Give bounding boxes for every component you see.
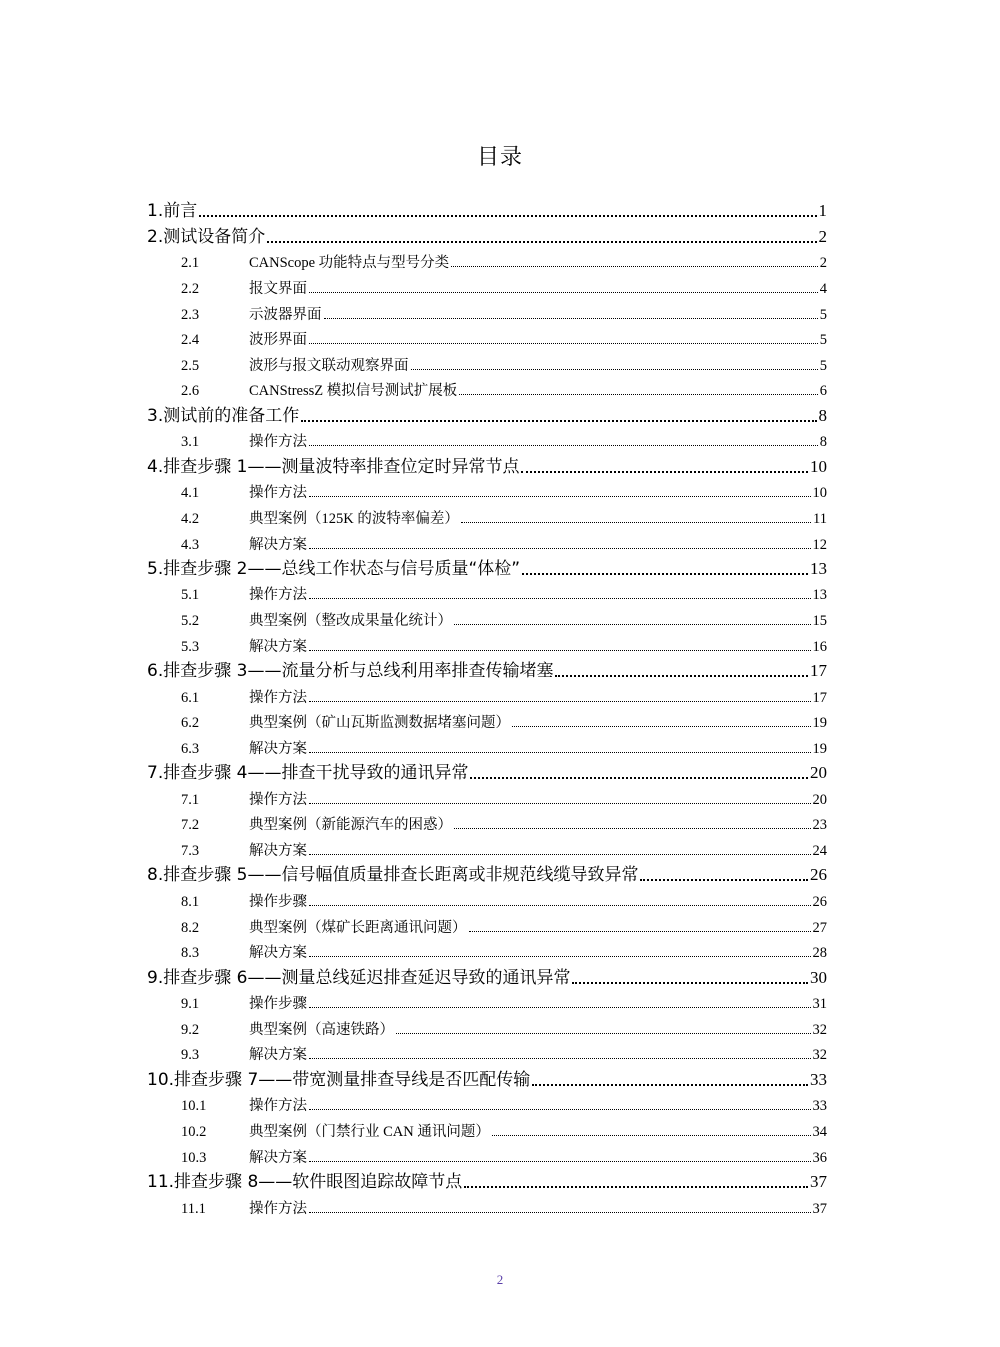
toc-entry-label: 解决方案 bbox=[249, 740, 307, 757]
toc-entry-label: 11.排查步骤 8——软件眼图追踪故障节点 bbox=[147, 1171, 463, 1192]
toc-section-entry[interactable] bbox=[147, 324, 827, 350]
toc-entry-label: 示波器界面 bbox=[249, 306, 322, 323]
toc-page-number: 36 bbox=[812, 1149, 827, 1166]
dot-leader bbox=[309, 538, 811, 549]
toc-section-entry[interactable] bbox=[147, 681, 827, 707]
dot-leader bbox=[199, 205, 816, 217]
dot-leader bbox=[309, 997, 811, 1008]
toc-section-entry[interactable] bbox=[147, 426, 827, 452]
toc-entry-label: 解决方案 bbox=[249, 1047, 307, 1064]
toc-entry-title bbox=[181, 354, 409, 375]
toc-entry-label: 典型案例（125K 的波特率偏差） bbox=[249, 510, 459, 527]
toc-entry-title bbox=[181, 277, 307, 298]
dot-leader bbox=[309, 486, 811, 497]
toc-entry-title bbox=[181, 303, 322, 324]
toc-page-number: 26 bbox=[810, 865, 827, 885]
toc-entry-label: 解决方案 bbox=[249, 945, 307, 962]
toc-entry-label: 解决方案 bbox=[249, 536, 307, 553]
toc-entry-label: 解决方案 bbox=[249, 843, 307, 860]
toc-entry-label: 波形界面 bbox=[249, 332, 307, 349]
toc-entry-title bbox=[181, 686, 307, 707]
toc-page-number: 19 bbox=[812, 715, 827, 732]
dot-leader bbox=[555, 665, 808, 677]
toc-section-entry[interactable] bbox=[147, 247, 827, 273]
toc-entry-label: 典型案例（矿山瓦斯监测数据堵塞问题） bbox=[249, 715, 510, 732]
toc-entry-label: 3.测试前的准备工作 bbox=[147, 405, 300, 426]
toc-page-number: 17 bbox=[810, 661, 827, 681]
toc-entry-label: 操作方法 bbox=[249, 1200, 307, 1217]
toc-entry-title bbox=[147, 401, 299, 426]
dot-leader bbox=[454, 614, 811, 625]
toc-section-number: 6.3 bbox=[181, 740, 200, 757]
toc-entry-label: 操作方法 bbox=[249, 1098, 307, 1115]
toc-section-entry[interactable] bbox=[147, 783, 827, 809]
table-of-contents bbox=[147, 196, 827, 1218]
toc-entry-title bbox=[181, 737, 307, 758]
toc-chapter-entry[interactable] bbox=[147, 860, 827, 885]
toc-entry-title bbox=[147, 656, 553, 681]
toc-entry-label: 操作方法 bbox=[249, 485, 307, 502]
toc-page-number: 4 bbox=[819, 280, 827, 297]
toc-entry-title bbox=[181, 251, 449, 272]
toc-entry-label: 操作方法 bbox=[249, 434, 307, 451]
toc-page-number: 33 bbox=[810, 1069, 827, 1089]
dot-leader bbox=[451, 256, 818, 267]
toc-chapter-entry[interactable] bbox=[147, 451, 827, 476]
toc-section-number: 6.1 bbox=[181, 689, 200, 706]
toc-section-number: 2.4 bbox=[181, 332, 200, 349]
toc-entry-label: 10.排查步骤 7——带宽测量排查导线是否匹配传输 bbox=[147, 1069, 531, 1090]
toc-section-number: 10.1 bbox=[181, 1098, 207, 1115]
toc-entry-label: 4.排查步骤 1——测量波特率排查位定时异常节点 bbox=[147, 456, 520, 477]
toc-entry-label: 典型案例（门禁行业 CAN 通讯问题） bbox=[249, 1123, 490, 1140]
dot-leader bbox=[309, 588, 811, 599]
toc-page-number: 13 bbox=[810, 558, 827, 578]
dot-leader bbox=[492, 1125, 811, 1136]
toc-page-number: 32 bbox=[812, 1047, 827, 1064]
toc-section-entry[interactable] bbox=[147, 502, 827, 528]
dot-leader bbox=[309, 282, 818, 293]
toc-entry-label: CANScope 功能特点与型号分类 bbox=[249, 255, 450, 272]
toc-entry-title bbox=[181, 533, 307, 554]
toc-entry-label: 9.排查步骤 6——测量总线延迟排查延迟导致的通讯异常 bbox=[147, 967, 571, 988]
toc-page-number: 23 bbox=[812, 817, 827, 834]
toc-section-entry[interactable] bbox=[147, 1115, 827, 1141]
toc-section-number: 10.3 bbox=[181, 1149, 207, 1166]
toc-page-number: 5 bbox=[819, 332, 827, 349]
toc-page-number: 2 bbox=[819, 255, 827, 272]
toc-section-entry[interactable] bbox=[147, 732, 827, 758]
toc-section-entry[interactable] bbox=[147, 1141, 827, 1167]
toc-section-entry[interactable] bbox=[147, 1039, 827, 1065]
toc-section-number: 10.2 bbox=[181, 1123, 207, 1140]
toc-entry-title bbox=[181, 635, 307, 656]
page-number: 2 bbox=[496, 1272, 504, 1287]
toc-entry-title bbox=[181, 1018, 394, 1039]
toc-entry-title bbox=[147, 222, 265, 247]
toc-entry-title bbox=[181, 583, 307, 604]
toc-entry-title bbox=[181, 1146, 307, 1167]
toc-section-number: 7.3 bbox=[181, 843, 200, 860]
toc-page-number: 28 bbox=[812, 945, 827, 962]
toc-section-number: 8.2 bbox=[181, 919, 200, 936]
toc-section-entry[interactable] bbox=[147, 885, 827, 911]
toc-page-number: 33 bbox=[812, 1098, 827, 1115]
toc-section-number: 5.3 bbox=[181, 638, 200, 655]
toc-section-entry[interactable] bbox=[147, 604, 827, 630]
dot-leader bbox=[309, 793, 811, 804]
toc-section-number: 4.2 bbox=[181, 510, 200, 527]
toc-entry-label: 操作方法 bbox=[249, 791, 307, 808]
dot-leader bbox=[396, 1023, 811, 1034]
toc-chapter-entry[interactable] bbox=[147, 221, 827, 246]
toc-section-number: 2.3 bbox=[181, 306, 200, 323]
toc-page-number: 37 bbox=[810, 1171, 827, 1191]
toc-entry-title bbox=[181, 1197, 307, 1218]
toc-entry-title bbox=[181, 839, 307, 860]
toc-entry-label: 操作方法 bbox=[249, 689, 307, 706]
toc-page-number: 19 bbox=[812, 740, 827, 757]
toc-section-entry[interactable] bbox=[147, 988, 827, 1014]
toc-page-number: 5 bbox=[819, 357, 827, 374]
toc-entry-title bbox=[147, 554, 520, 579]
toc-entry-label: 2.测试设备简介 bbox=[147, 226, 266, 247]
toc-chapter-entry[interactable] bbox=[147, 656, 827, 681]
toc-section-entry[interactable] bbox=[147, 1013, 827, 1039]
toc-section-entry[interactable] bbox=[147, 579, 827, 605]
toc-page-number: 20 bbox=[810, 763, 827, 783]
toc-entry-title bbox=[181, 1120, 490, 1141]
dot-leader bbox=[309, 844, 811, 855]
toc-page-number: 8 bbox=[819, 434, 827, 451]
toc-section-number: 7.2 bbox=[181, 817, 200, 834]
toc-page-number: 12 bbox=[812, 536, 827, 553]
dot-leader bbox=[459, 384, 818, 395]
toc-page-number: 8 bbox=[818, 405, 827, 425]
dot-leader bbox=[267, 231, 816, 243]
toc-section-number: 2.6 bbox=[181, 383, 200, 400]
dot-leader bbox=[309, 1202, 811, 1213]
toc-chapter-entry[interactable] bbox=[147, 1064, 827, 1089]
toc-entry-label: 典型案例（整改成果量化统计） bbox=[249, 613, 452, 630]
toc-page-number: 11 bbox=[813, 510, 827, 527]
toc-entry-title bbox=[181, 941, 307, 962]
toc-section-entry[interactable] bbox=[147, 375, 827, 401]
toc-page-number: 27 bbox=[812, 919, 827, 936]
toc-entry-label: 操作步骤 bbox=[249, 894, 307, 910]
toc-section-number: 9.3 bbox=[181, 1047, 200, 1064]
dot-leader bbox=[640, 869, 808, 881]
toc-entry-label: 报文界面 bbox=[249, 280, 307, 297]
toc-section-number: 2.1 bbox=[181, 255, 200, 272]
toc-entry-label: 波形与报文联动观察界面 bbox=[249, 357, 409, 374]
dot-leader bbox=[411, 359, 818, 370]
toc-entry-title bbox=[181, 711, 510, 732]
dot-leader bbox=[309, 1151, 811, 1162]
toc-page-number: 30 bbox=[810, 967, 827, 987]
toc-entry-title bbox=[181, 916, 467, 937]
toc-page-number: 17 bbox=[812, 689, 827, 706]
dot-leader bbox=[522, 563, 808, 575]
toc-section-number: 7.1 bbox=[181, 791, 200, 808]
toc-section-entry[interactable] bbox=[147, 1090, 827, 1116]
dot-leader bbox=[301, 410, 816, 422]
toc-entry-label: 典型案例（煤矿长距离通讯问题） bbox=[249, 919, 467, 936]
page-title: 目录 bbox=[476, 145, 523, 170]
toc-section-number: 6.2 bbox=[181, 715, 200, 732]
toc-page-number: 16 bbox=[812, 638, 827, 655]
toc-section-number: 5.2 bbox=[181, 613, 200, 630]
toc-entry-title bbox=[147, 1167, 462, 1192]
dot-leader bbox=[532, 1074, 808, 1086]
dot-leader bbox=[309, 742, 811, 753]
toc-page-number: 37 bbox=[812, 1200, 827, 1217]
toc-section-number: 4.1 bbox=[181, 485, 200, 502]
toc-chapter-entry[interactable] bbox=[147, 1167, 827, 1192]
dot-leader bbox=[470, 767, 808, 779]
toc-entry-label: 解决方案 bbox=[249, 638, 307, 655]
toc-entry-title bbox=[147, 758, 468, 783]
toc-page-number: 32 bbox=[812, 1021, 827, 1038]
toc-entry-title bbox=[181, 992, 307, 1013]
dot-leader bbox=[309, 435, 818, 446]
dot-leader bbox=[309, 1048, 811, 1059]
toc-chapter-entry[interactable] bbox=[147, 400, 827, 425]
toc-page-number: 26 bbox=[812, 894, 827, 910]
dot-leader bbox=[464, 1176, 808, 1188]
toc-section-number: 2.2 bbox=[181, 280, 200, 297]
toc-entry-title bbox=[147, 196, 197, 221]
toc-entry-title bbox=[181, 609, 452, 630]
toc-entry-label: 解决方案 bbox=[249, 1149, 307, 1166]
toc-entry-title bbox=[147, 1065, 530, 1090]
toc-entry-label: 操作方法 bbox=[249, 587, 307, 604]
toc-section-number: 2.5 bbox=[181, 357, 200, 374]
toc-entry-title bbox=[181, 430, 307, 451]
dot-leader bbox=[469, 921, 811, 932]
toc-section-entry[interactable] bbox=[147, 1192, 827, 1218]
dot-leader bbox=[309, 1099, 811, 1110]
toc-page-number: 15 bbox=[812, 613, 827, 630]
toc-section-entry[interactable] bbox=[147, 911, 827, 937]
dot-leader bbox=[309, 640, 811, 651]
toc-entry-title bbox=[181, 481, 307, 502]
toc-entry-label: 1.前言 bbox=[147, 201, 198, 222]
toc-section-number: 9.2 bbox=[181, 1021, 200, 1038]
toc-entry-title bbox=[181, 890, 307, 911]
toc-entry-title bbox=[147, 963, 570, 988]
toc-entry-label: 操作步骤 bbox=[249, 996, 307, 1013]
toc-section-entry[interactable] bbox=[147, 707, 827, 733]
dot-leader bbox=[454, 818, 811, 829]
toc-page-number: 31 bbox=[812, 996, 827, 1013]
toc-section-number: 9.1 bbox=[181, 996, 200, 1013]
toc-section-entry[interactable] bbox=[147, 349, 827, 375]
toc-entry-title bbox=[181, 1043, 307, 1064]
toc-section-entry[interactable] bbox=[147, 834, 827, 860]
dot-leader bbox=[324, 308, 818, 319]
toc-entry-label: 5.排查步骤 2——总线工作状态与信号质量“体检” bbox=[147, 558, 521, 579]
toc-chapter-entry[interactable] bbox=[147, 554, 827, 579]
toc-entry-title bbox=[147, 452, 519, 477]
toc-entry-label: CANStressZ 模拟信号测试扩展板 bbox=[249, 383, 458, 400]
toc-section-number: 8.3 bbox=[181, 945, 200, 962]
toc-page-number: 24 bbox=[812, 843, 827, 860]
toc-entry-title bbox=[181, 1094, 307, 1115]
dot-leader bbox=[309, 333, 818, 344]
toc-page-number: 13 bbox=[812, 587, 827, 604]
toc-section-number: 8.1 bbox=[181, 894, 200, 910]
toc-page-number: 10 bbox=[812, 485, 827, 502]
toc-entry-title bbox=[181, 788, 307, 809]
toc-section-entry[interactable] bbox=[147, 937, 827, 963]
toc-section-entry[interactable] bbox=[147, 272, 827, 298]
toc-page-number: 1 bbox=[818, 201, 827, 221]
toc-section-entry[interactable] bbox=[147, 528, 827, 554]
toc-page-number: 10 bbox=[810, 456, 827, 476]
dot-leader bbox=[512, 716, 811, 727]
dot-leader bbox=[521, 461, 808, 473]
dot-leader bbox=[309, 691, 811, 702]
toc-section-entry[interactable] bbox=[147, 298, 827, 324]
toc-section-number: 3.1 bbox=[181, 434, 200, 451]
toc-section-number: 4.3 bbox=[181, 536, 200, 553]
dot-leader bbox=[309, 895, 811, 906]
toc-page-number: 5 bbox=[819, 306, 827, 323]
dot-leader bbox=[309, 946, 811, 957]
toc-entry-label: 8.排查步骤 5——信号幅值质量排查长距离或非规范线缆导致异常 bbox=[147, 865, 639, 886]
dot-leader bbox=[572, 972, 808, 984]
toc-entry-label: 7.排查步骤 4——排查干扰导致的通讯异常 bbox=[147, 763, 469, 784]
toc-entry-title bbox=[181, 379, 457, 400]
toc-section-entry[interactable] bbox=[147, 809, 827, 835]
toc-section-number: 11.1 bbox=[181, 1200, 206, 1217]
toc-chapter-entry[interactable] bbox=[147, 758, 827, 783]
toc-entry-label: 典型案例（高速铁路） bbox=[249, 1021, 394, 1038]
toc-entry-label: 典型案例（新能源汽车的困惑） bbox=[249, 817, 452, 834]
toc-entry-title bbox=[181, 507, 459, 528]
toc-section-number: 5.1 bbox=[181, 587, 200, 604]
toc-chapter-entry[interactable] bbox=[147, 196, 827, 221]
toc-page-number: 34 bbox=[812, 1123, 827, 1140]
toc-page-number: 2 bbox=[818, 226, 827, 246]
toc-entry-label: 6.排查步骤 3——流量分析与总线利用率排查传输堵塞 bbox=[147, 661, 554, 682]
toc-entry-title bbox=[181, 328, 307, 349]
toc-section-entry[interactable] bbox=[147, 630, 827, 656]
toc-entry-title bbox=[147, 860, 638, 885]
toc-section-entry[interactable] bbox=[147, 477, 827, 503]
toc-page-number: 6 bbox=[819, 383, 827, 400]
dot-leader bbox=[461, 512, 811, 523]
toc-entry-title bbox=[181, 813, 452, 834]
toc-page-number: 20 bbox=[812, 791, 827, 808]
toc-chapter-entry[interactable] bbox=[147, 962, 827, 987]
